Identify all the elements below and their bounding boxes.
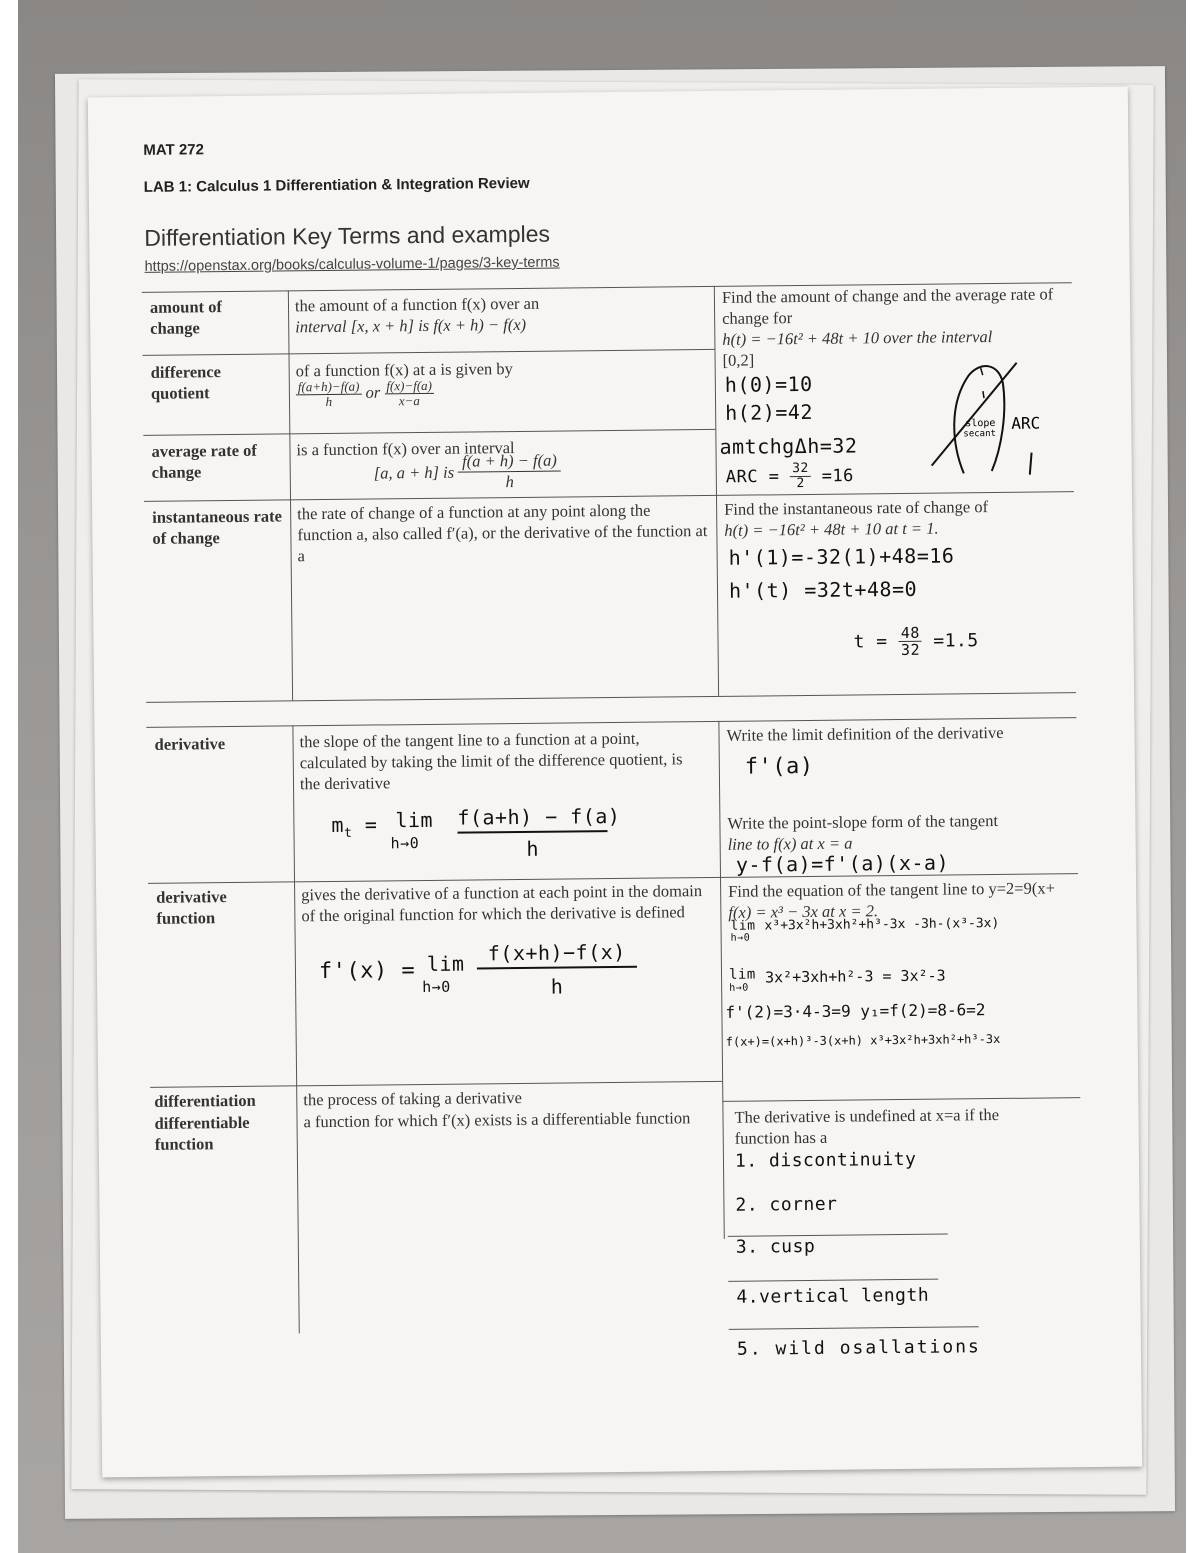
example-prompt: function has a	[734, 1127, 828, 1148]
arc-value: =16	[821, 465, 854, 487]
fraction-denominator: h	[325, 393, 333, 410]
sketch-label-secant: secant	[963, 428, 996, 440]
list-rule	[728, 1234, 948, 1237]
definition-text: the rate of change of a function at any point along the function a, also called f′(a), or the derivative of the function at a	[297, 500, 708, 566]
example-prompt: Find the amount of change and the average rate of change for	[721, 284, 1054, 328]
list-rule	[728, 1279, 938, 1282]
handwritten-lim-subscript: h→0	[730, 932, 751, 944]
fraction-denominator: 32	[900, 640, 921, 659]
example-function: f(x) = x³ − 3x at x = 2.	[728, 901, 879, 922]
difference-quotient-formula	[296, 379, 434, 409]
example-prompt: The derivative is undefined at x=a if the	[734, 1104, 1000, 1127]
column-divider	[292, 725, 299, 1333]
fraction	[384, 379, 434, 409]
handwritten-work: h'(1)=-32(1)+48=16	[728, 543, 955, 570]
fraction-numerator: f(a+h)−f(a)	[296, 380, 362, 396]
column-divider	[288, 290, 293, 700]
table-rule	[150, 1081, 722, 1088]
equals-sign: =	[364, 812, 378, 837]
handwritten-arc	[726, 461, 854, 491]
handwritten-lim-subscript: h→0	[390, 834, 420, 853]
column-divider	[718, 721, 724, 1239]
handwritten-quotient	[457, 803, 621, 862]
arc-label: ARC =	[725, 466, 780, 488]
fraction	[458, 451, 561, 493]
average-rate-formula	[374, 451, 562, 494]
example-function: h(t) = −16t² + 48t + 10 over the interval	[722, 327, 993, 349]
handwritten-lim: lim	[730, 918, 756, 934]
handwritten-work: 3x²+3xh+h²-3 = 3x²-3	[764, 966, 946, 987]
handwritten-tangent-slope	[331, 812, 377, 840]
handwritten-work: f'(a)	[744, 753, 814, 780]
list-item: 1. discontinuity	[734, 1148, 917, 1172]
sketch-label-slope: slope	[965, 417, 996, 430]
list-item: 3. cusp	[735, 1235, 816, 1258]
worksheet-page	[88, 87, 1142, 1478]
example-prompt: Write the point-slope form of the tangent	[727, 810, 999, 833]
table-rule	[722, 1097, 1080, 1102]
term-differentiation: differentiation	[154, 1090, 256, 1111]
fraction	[899, 625, 922, 658]
definition-line: the amount of a function f(x) over an	[294, 293, 540, 316]
fraction-numerator: f(x+h)−f(x)	[477, 940, 637, 970]
handwritten-work: x³+3x²h+3xh²+h³-3x -3h-(x³-3x)	[764, 915, 1000, 934]
t-value: =1.5	[933, 630, 979, 652]
fraction-numerator: 32	[790, 462, 811, 477]
definition-line: interval [x, x + h] is f(x + h) − f(x)	[295, 314, 527, 337]
fraction-numerator: f(a + h) − f(a)	[458, 451, 561, 473]
example-prompt: Write the limit definition of the derivative	[726, 722, 1004, 745]
handwritten-lim: lim	[426, 951, 465, 976]
handwritten-work: f(x+)=(x+h)³-3(x+h) x³+3x²h+3xh²+h³-3x	[725, 1031, 1001, 1049]
term-average-rate-of-change: average rate of change	[151, 440, 257, 482]
list-rule	[729, 1326, 979, 1330]
term-derivative: derivative	[154, 734, 226, 754]
section-title: Differentiation Key Terms and examples	[144, 220, 551, 251]
list-item: 4.vertical length	[736, 1284, 930, 1308]
table-rule	[146, 692, 1076, 703]
definition-text: the process of taking a derivative	[303, 1087, 522, 1110]
fraction-denominator: 2	[796, 475, 805, 492]
example-prompt: Find the instantaneous rate of change of	[724, 497, 989, 519]
list-item: 5. wild osallations	[736, 1336, 981, 1360]
secant-sketch	[921, 352, 1072, 484]
term-derivative-function: derivative function	[156, 887, 227, 928]
handwritten-lim: lim	[395, 807, 434, 833]
slope-symbol: m	[331, 812, 345, 837]
course-code: MAT 272	[143, 141, 205, 159]
definition-line: is a function f(x) over an interval	[296, 438, 515, 460]
fraction-denominator: x−a	[398, 393, 420, 409]
handwritten-work: h'(t) =32t+48=0	[728, 576, 918, 603]
fraction-numerator: f(x)−f(a)	[384, 379, 434, 395]
term-differentiable-function: differentiable function	[154, 1112, 250, 1154]
fraction-numerator: 48	[900, 623, 920, 642]
handwritten-work: f'(2)=3·4-3=9 y₁=f(2)=8-6=2	[725, 1000, 986, 1022]
handwritten-work: h(2)=42	[725, 399, 814, 425]
fraction-numerator: f(a+h) − f(a)	[457, 804, 607, 834]
table-rule	[143, 429, 715, 436]
definition-text: the slope of the tangent line to a function at a point, calculated by taking the limit of the difference quotient, is the derivative	[299, 728, 683, 794]
openstax-link[interactable]: https://openstax.org/books/calculus-volume-1/pages/3-key-terms	[144, 254, 560, 275]
example-function: h(t) = −16t² + 48t + 10 at t = 1.	[724, 518, 939, 540]
or-text: or	[365, 382, 381, 402]
handwritten-work: y-f(a)=f'(a)(x-a)	[735, 850, 950, 877]
t-label: t =	[853, 631, 888, 653]
example-interval: [0,2]	[722, 350, 755, 370]
lab-title: LAB 1: Calculus 1 Differentiation & Integration Review	[143, 174, 530, 196]
sketch-label-arc: ARC	[1011, 413, 1041, 433]
example-prompt: line to f(x) at x = a	[727, 833, 853, 854]
column-divider	[714, 286, 719, 696]
slope-subscript: t	[343, 825, 353, 841]
term-amount-of-change: amount of change	[149, 297, 223, 338]
interval-text: [a, a + h] is	[373, 462, 455, 483]
fraction-denominator: h	[526, 836, 540, 861]
handwritten-quotient	[477, 940, 638, 1000]
handwritten-lim: lim	[728, 966, 756, 983]
term-difference-quotient: difference quotient	[150, 362, 222, 403]
term-instantaneous-rate: instantaneous rate of change	[152, 506, 283, 548]
handwritten-work: h(0)=10	[724, 371, 813, 397]
handwritten-lim-subscript: h→0	[729, 982, 749, 994]
definition-text: gives the derivative of a function at each point in the domain of the original function for which the derivative is defined	[301, 881, 703, 926]
fraction-denominator: h	[505, 472, 514, 492]
handwritten-t-solution	[853, 624, 978, 658]
handwritten-lim-subscript: h→0	[422, 977, 451, 997]
fraction	[790, 462, 811, 491]
handwritten-work: amtchgΔh=32	[719, 433, 858, 459]
handwritten-derivative-def: f'(x) =	[318, 958, 416, 985]
fraction	[296, 380, 362, 410]
example-prompt: Find the equation of the tangent line to y=2=9(x+	[728, 878, 1055, 901]
definition-line: of a function f(x) at a is given by	[295, 359, 513, 381]
list-item: 2. corner	[735, 1193, 838, 1216]
fraction-denominator: h	[550, 974, 564, 999]
definition-text: a function for which f′(x) exists is a differentiable function	[303, 1108, 691, 1132]
table-rule	[143, 349, 715, 356]
